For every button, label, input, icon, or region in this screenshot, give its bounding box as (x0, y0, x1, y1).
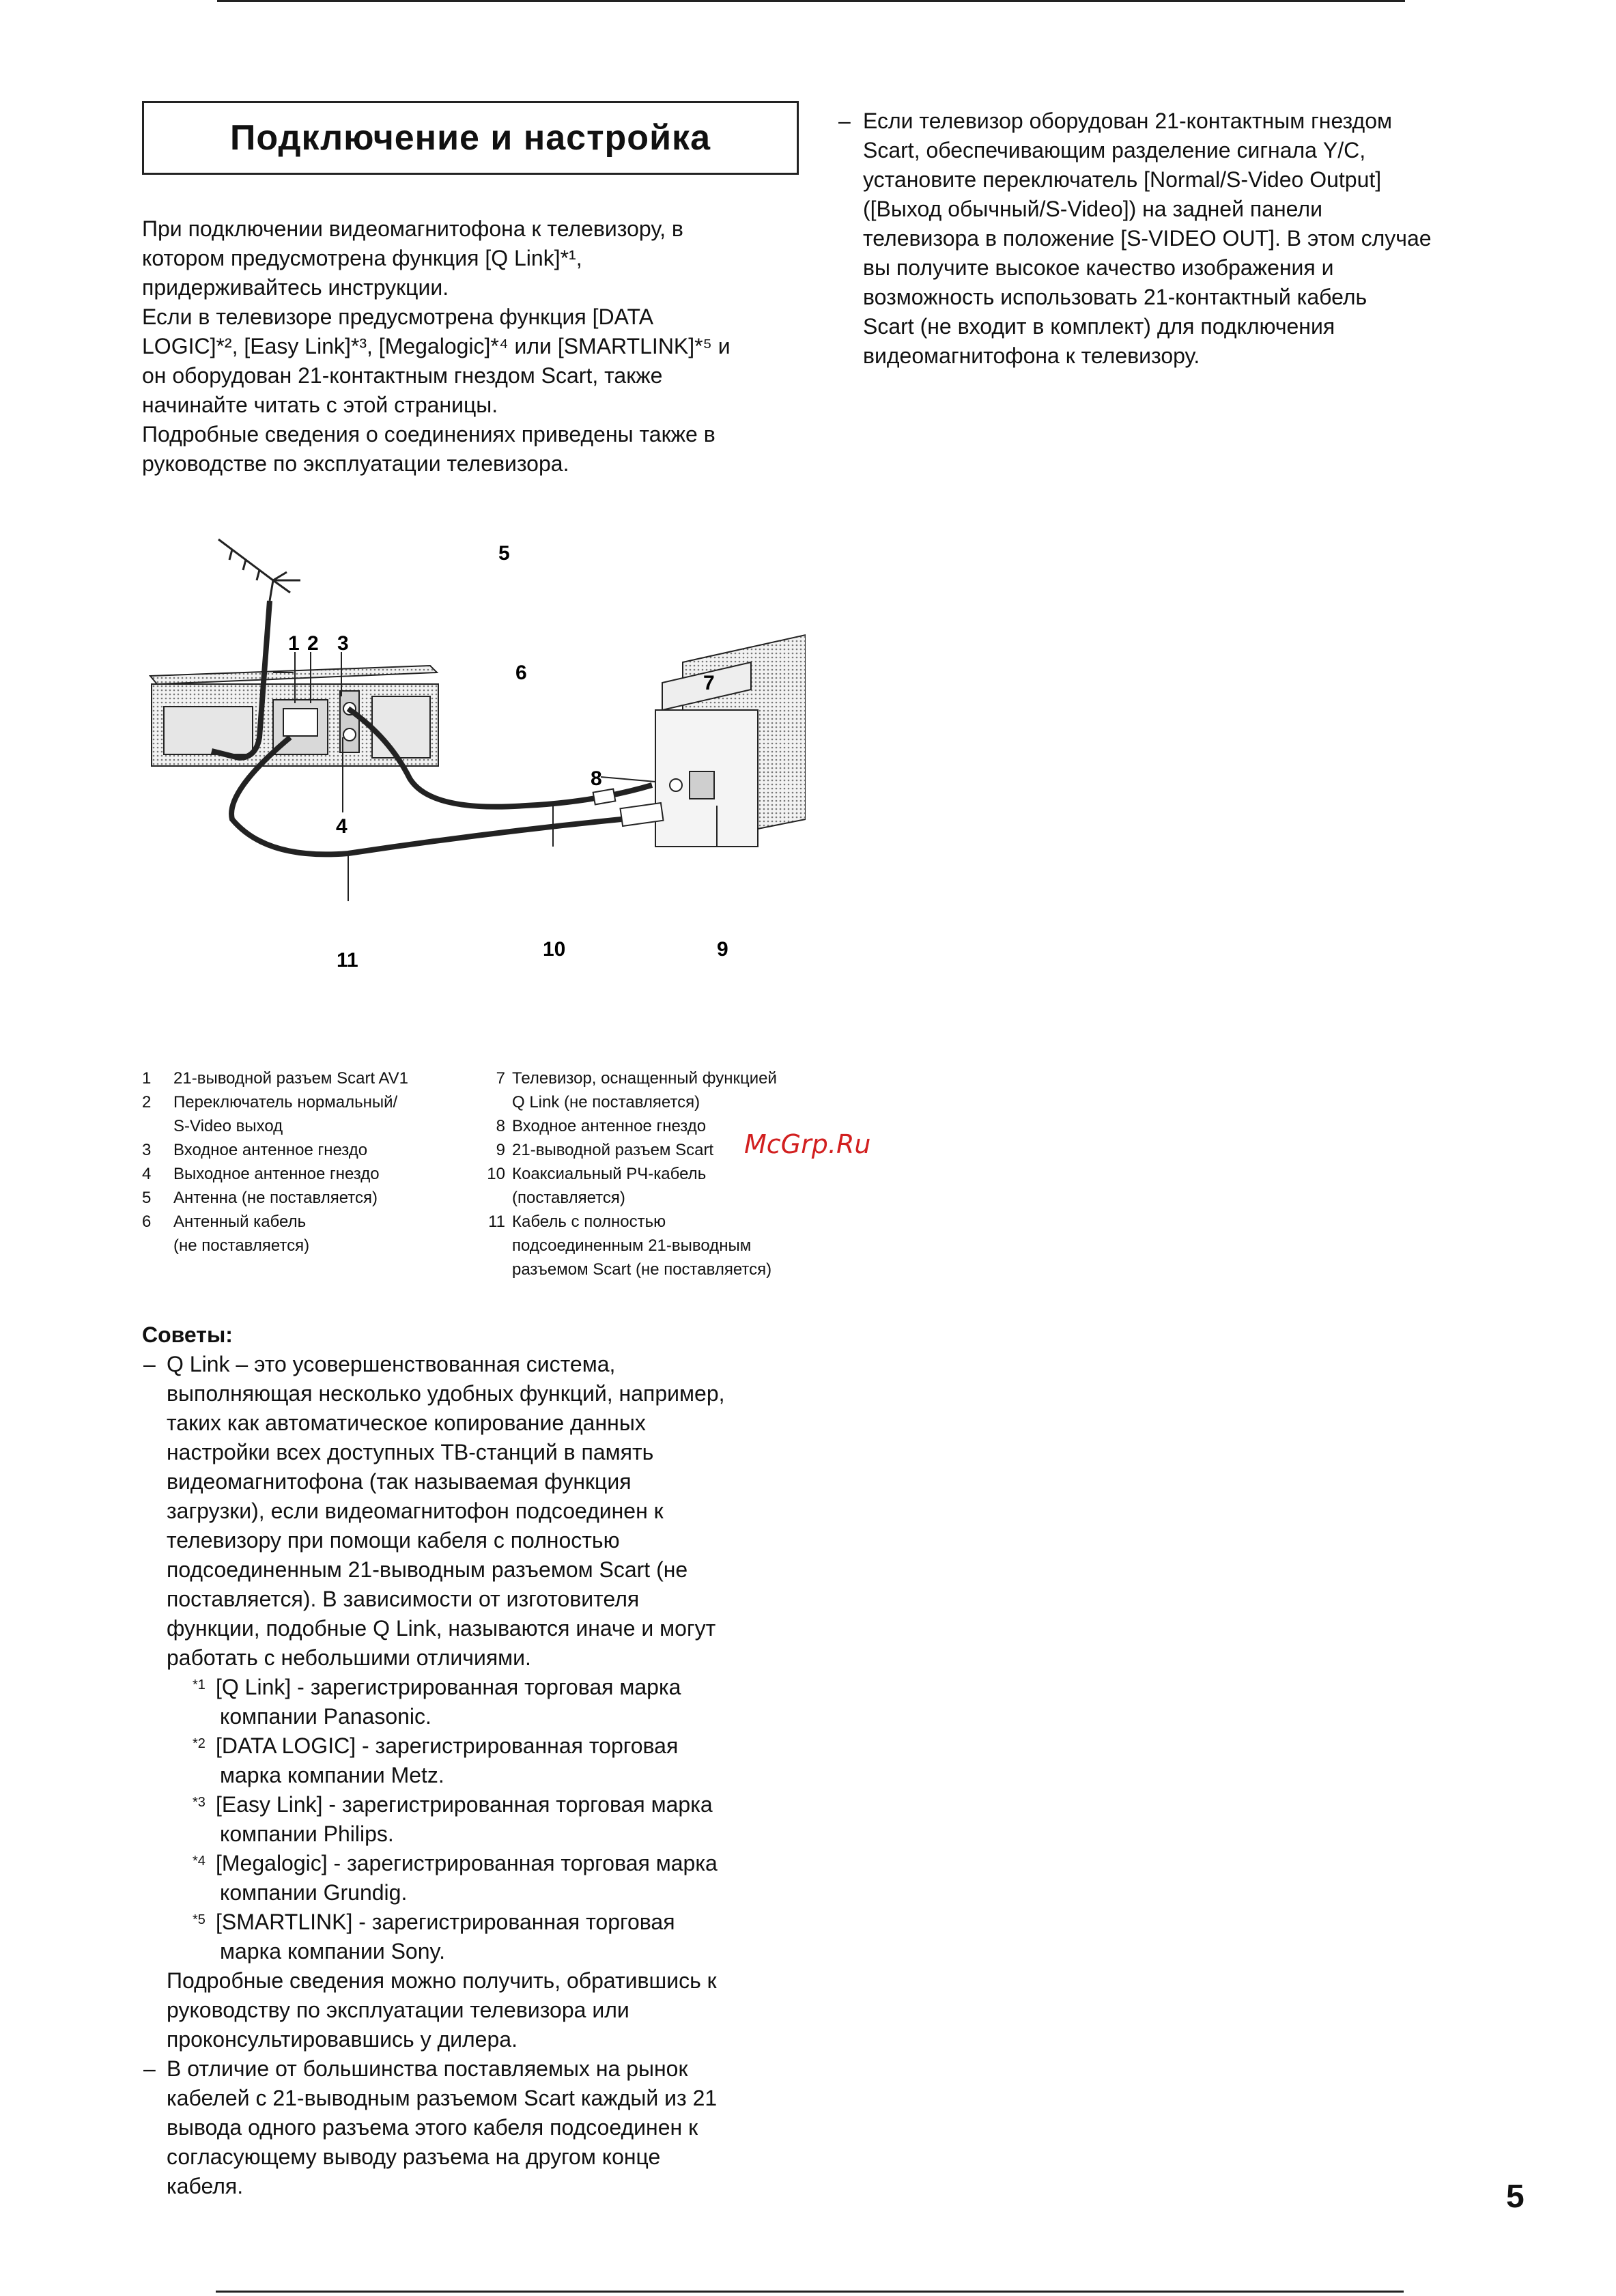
footnote (142, 1673, 825, 1731)
intro-line: Если в телевизоре предусмотрена функция [DATA (142, 304, 654, 329)
rf-plug (593, 789, 616, 805)
intro-paragraph (142, 214, 814, 479)
intro-line: он оборудован 21-контактным гнездом Scart, также (142, 363, 663, 388)
intro-line: придерживайтесь инструкции. (142, 275, 449, 300)
tip-line: согласующему выводу разъема на другом конце (167, 2144, 661, 2169)
legend-text: Кабель с полностью (512, 1213, 666, 1231)
footnote-mark: *4 (193, 1854, 205, 1869)
legend-text: 21-выводной разъем Scart AV1 (173, 1069, 409, 1088)
note-line: Scart (не входит в комплект) для подключения (863, 314, 1335, 339)
tip-line: кабелей с 21-выводным разъемом Scart каждый из 21 (167, 2086, 718, 2110)
legend-text: 21-выводной разъем Scart (512, 1141, 714, 1159)
intro-line: LOGIC]*², [Easy Link]*³, [Megalogic]*⁴ или [SMARTLINK]*⁵ и (142, 334, 731, 358)
bottom-rule (216, 2291, 1404, 2293)
footnote-line: [DATA LOGIC] - зарегистрированная торговая (216, 1733, 679, 1758)
tip-line: функции, подобные Q Link, называются иначе и могут (167, 1616, 716, 1641)
tips-after (142, 1966, 825, 2054)
legend-text: Входное антенное гнездо (512, 1117, 707, 1135)
tips-section (142, 1320, 825, 2201)
legend-text: Коаксиальный РЧ-кабель (512, 1165, 707, 1183)
legend-text: S-Video выход (173, 1117, 283, 1135)
legend-item (142, 1186, 463, 1210)
legend-text: разъемом Scart (не поставляется) (512, 1260, 772, 1279)
tip-line: проконсультировавшись у дилера. (167, 2027, 518, 2052)
legend-num: 8 (496, 1117, 505, 1135)
intro-line: При подключении видеомагнитофона к телевизору, в (142, 216, 683, 241)
footnote-line: компании Grundig. (220, 1880, 408, 1905)
list-dash: – (838, 109, 851, 133)
diagram-label-10: 10 (543, 938, 566, 961)
legend-num: 2 (142, 1093, 152, 1111)
legend-item (471, 1162, 826, 1210)
legend-item (142, 1066, 463, 1090)
footnote-mark: *3 (193, 1795, 205, 1810)
tip-line: телевизору при помощи кабеля с полностью (167, 1528, 620, 1553)
tip-line: подсоединенным 21-выводным разъемом Scart (не (167, 1557, 688, 1582)
footnote-line: компании Philips. (220, 1822, 394, 1846)
tip-line: выполняющая несколько удобных функций, например, (167, 1381, 725, 1406)
page-number: 5 (1506, 2179, 1525, 2215)
diagram-label-9: 9 (717, 938, 728, 961)
footnote-line: компании Panasonic. (220, 1704, 431, 1729)
tip-line: В отличие от большинства поставляемых на рынок (167, 2056, 688, 2081)
footnote (142, 1849, 825, 1908)
note-line: установите переключатель [Normal/S-Video Output] (863, 167, 1382, 192)
tip-line: таких как автоматическое копирование данных (167, 1411, 646, 1435)
legend-item (142, 1090, 463, 1138)
legend-num: 6 (142, 1213, 152, 1231)
legend-left (142, 1066, 463, 1258)
footnote-mark: *2 (193, 1736, 205, 1751)
legend-text: Q Link (не поставляется) (512, 1093, 700, 1111)
legend-text: Входное антенное гнездо (173, 1141, 368, 1159)
legend-text: Телевизор, оснащенный функцией (512, 1069, 777, 1088)
intro-line: руководстве по эксплуатации телевизора. (142, 451, 569, 476)
footnote-mark: *5 (193, 1912, 205, 1927)
tip-line: загрузки), если видеомагнитофон подсоединен к (167, 1499, 664, 1523)
note-line: телевизора в положение [S-VIDEO OUT]. В этом случае (863, 226, 1432, 251)
s-video-note-item (838, 107, 1521, 371)
legend-num: 9 (496, 1141, 505, 1159)
legend-num: 10 (487, 1165, 505, 1183)
legend-text: Выходное антенное гнездо (173, 1165, 380, 1183)
diagram-label-4: 4 (336, 815, 348, 838)
list-dash: – (143, 2056, 156, 2081)
legend-item (142, 1138, 463, 1162)
legend-num: 11 (488, 1213, 505, 1231)
diagram-label-5: 5 (498, 542, 510, 565)
page-title: Подключение и настройка (229, 118, 711, 158)
diagram-label-6: 6 (515, 662, 527, 684)
tips-item (142, 2054, 825, 2201)
legend-text: (поставляется) (512, 1189, 625, 1207)
s-video-note (838, 107, 1521, 371)
legend-item (142, 1210, 463, 1258)
tip-line: поставляется). В зависимости от изготовителя (167, 1587, 640, 1611)
footnote-line: марка компании Sony. (220, 1939, 446, 1964)
tip-line: Q Link – это усовершенствованная система, (167, 1352, 616, 1376)
tip-line: работать с небольшими отличиями. (167, 1645, 531, 1670)
list-dash: – (143, 1352, 156, 1376)
legend-text: (не поставляется) (173, 1236, 310, 1255)
legend-num: 7 (496, 1069, 505, 1088)
intro-line: котором предусмотрена функция [Q Link]*¹, (142, 246, 582, 270)
tip-line: видеомагнитофона (так называемая функция (167, 1469, 632, 1494)
note-line: Если телевизор оборудован 21-контактным гнездом (863, 109, 1392, 133)
legend-item (471, 1066, 826, 1114)
tip-line: руководству по эксплуатации телевизора или (167, 1998, 629, 2022)
tip-line: настройки всех доступных ТВ-станций в память (167, 1440, 654, 1464)
intro-line: начинайте читать с этой страницы. (142, 393, 498, 417)
footnote-mark: *1 (193, 1677, 205, 1692)
legend-item (142, 1162, 463, 1186)
legend-text: подсоединенным 21-выводным (512, 1236, 752, 1255)
diagram-label-11: 11 (337, 949, 358, 972)
diagram-label-8: 8 (591, 767, 602, 790)
tip-line: вывода одного разъема этого кабеля подсоединен к (167, 2115, 698, 2140)
diagram-label-1: 1 (288, 632, 300, 655)
legend-text: Антенна (не поставляется) (173, 1189, 378, 1207)
antenna-illustration (218, 539, 300, 601)
intro-line: Подробные сведения о соединениях приведены также в (142, 422, 715, 447)
connection-diagram (143, 533, 806, 983)
legend-num: 5 (142, 1189, 152, 1207)
tips-heading: Советы: (142, 1322, 233, 1347)
legend-right (471, 1066, 826, 1281)
legend-item (471, 1210, 826, 1281)
tips-item (142, 1350, 825, 1673)
footnote-line: [Megalogic] - зарегистрированная торговая марка (216, 1851, 718, 1875)
title-box (142, 101, 799, 175)
diagram-label-2: 2 (307, 632, 319, 655)
tv-illustration (655, 635, 806, 847)
legend-text: Антенный кабель (173, 1213, 307, 1231)
footnote-line: [SMARTLINK] - зарегистрированная торговая (216, 1910, 675, 1934)
footnote-line: [Easy Link] - зарегистрированная торговая марка (216, 1792, 713, 1817)
note-line: видеомагнитофона к телевизору. (863, 343, 1200, 368)
tip-line: кабеля. (167, 2174, 244, 2198)
note-line: возможность использовать 21-контактный кабель (863, 285, 1367, 309)
footnote-line: марка компании Metz. (220, 1763, 444, 1787)
footnote (142, 1908, 825, 1966)
note-line: Scart, обеспечивающим разделение сигнала Y/C, (863, 138, 1366, 162)
footnote (142, 1790, 825, 1849)
watermark: McGrp.Ru (744, 1129, 871, 1159)
footnote (142, 1731, 825, 1790)
tip-line: Подробные сведения можно получить, обратившись к (167, 1968, 717, 1993)
legend-num: 3 (142, 1141, 152, 1159)
diagram-label-3: 3 (337, 632, 349, 655)
note-line: ([Выход обычный/S-Video]) на задней панели (863, 197, 1322, 221)
note-line: вы получите высокое качество изображения и (863, 255, 1334, 280)
legend-num: 4 (142, 1165, 152, 1183)
legend-num: 1 (142, 1069, 152, 1088)
diagram-label-7: 7 (703, 672, 715, 694)
footnote-line: [Q Link] - зарегистрированная торговая марка (216, 1675, 681, 1699)
top-rule (217, 0, 1405, 2)
legend-text: Переключатель нормальный/ (173, 1093, 398, 1111)
